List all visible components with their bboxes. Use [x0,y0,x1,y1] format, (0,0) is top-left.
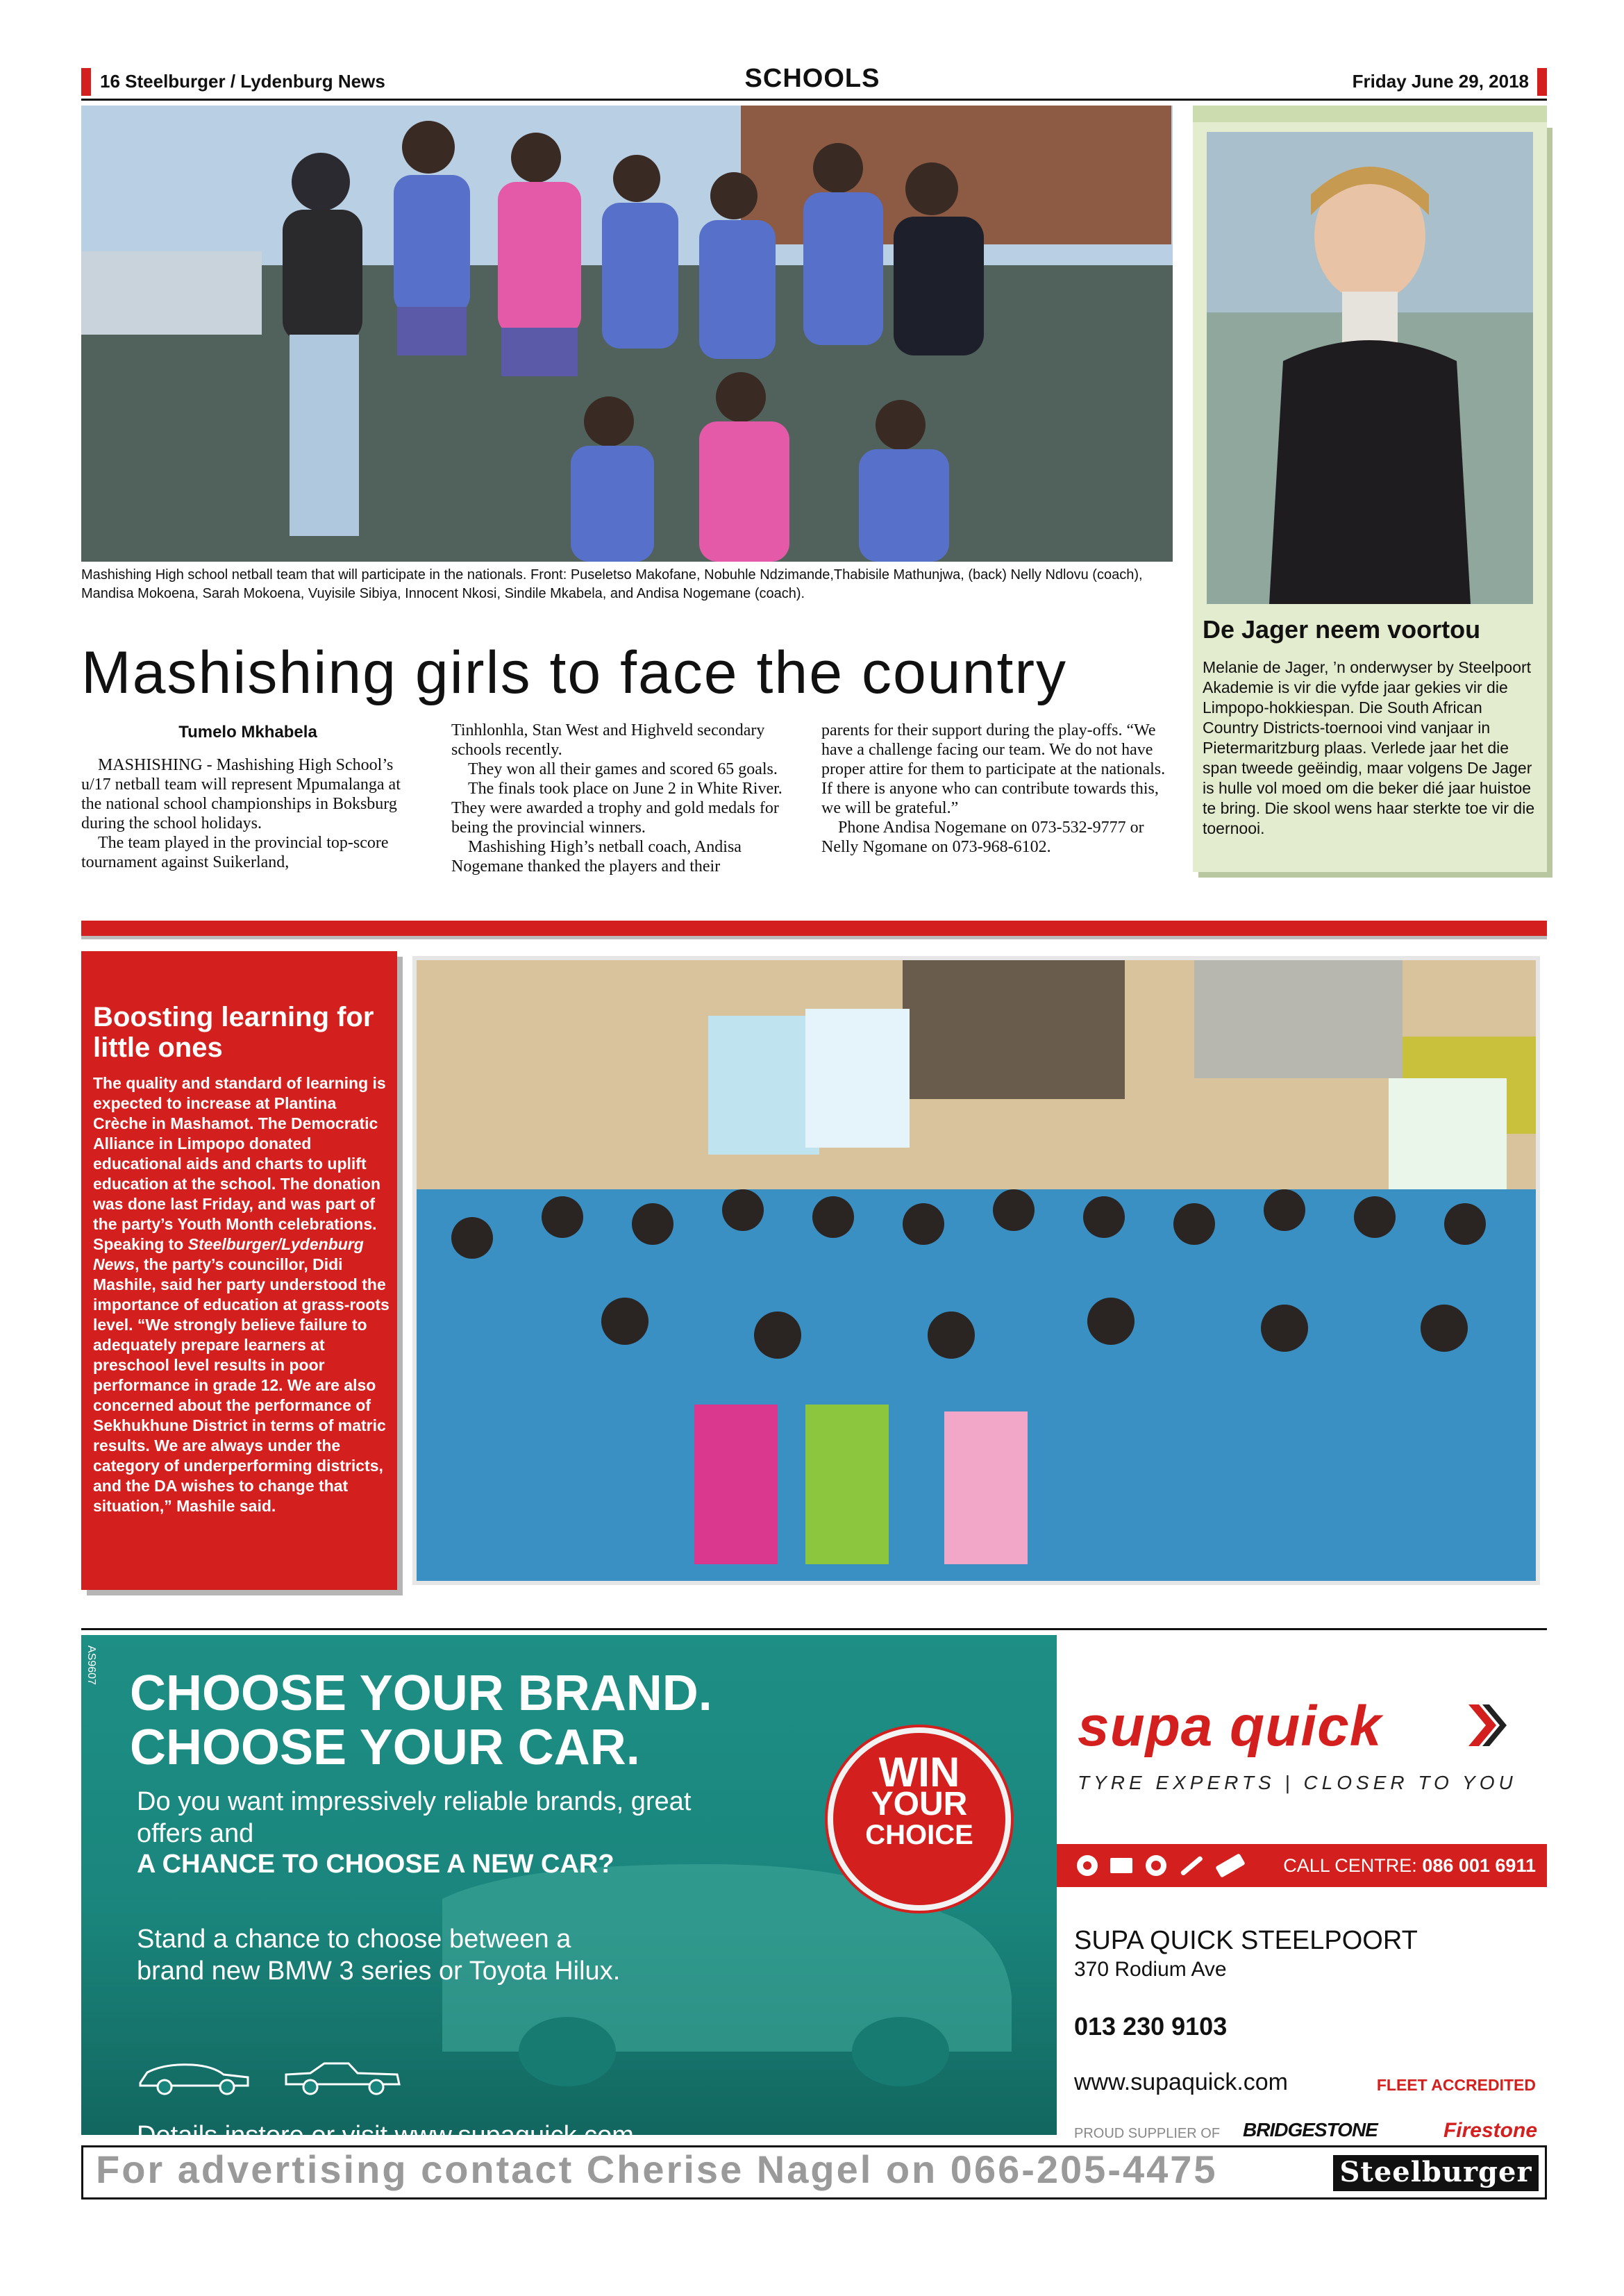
call-centre [1264,1855,1536,1877]
service-icons [1074,1852,1255,1879]
store-website: www.supaquick.com [1074,2069,1289,2095]
ad-headline-line-2: CHOOSE YOUR CAR. [130,1720,640,1775]
car-and-bakkie-icon [137,2055,415,2097]
creche-photo-illustration [417,960,1536,1581]
de-jager-portrait-photo [1207,132,1533,604]
sidebar-top-bar [1193,106,1547,122]
supa-quick-tagline: TYRE EXPERTS | CLOSER TO YOU [1078,1772,1517,1793]
ad-code: AS9607 [85,1645,97,1685]
ad-headline-line-1: CHOOSE YOUR BRAND. [130,1666,712,1721]
section-separator [81,921,1547,936]
win-text-3: CHOICE [865,1820,973,1850]
ad-chance-text: Stand a chance to choose between a brand new BMW 3 series or Toyota Hilux. [137,1925,621,1986]
netball-team-photo-illustration [81,106,1173,562]
article-paragraph: Phone Andisa Nogemane on 073-532-9777 or Nelly Ngomane on 073-968-6102. [821,819,1144,856]
ad-headline [130,1666,824,1775]
article-column-1 [81,755,415,872]
issue-date: Friday June 29, 2018 [1352,71,1529,92]
store-address: 370 Rodium Ave [1074,1958,1227,1981]
boost-story-title: Boosting learning for little ones [93,1002,374,1063]
article-byline: Tumelo Mkhabela [178,723,317,741]
proud-supplier: PROUD SUPPLIER OF [1074,2126,1221,2141]
header-accent-left [81,68,91,96]
netball-photo-caption: Mashishing High school netball team that will participate in the nationals. Front: Puseletso Makofane, Nobuhle Ndzimande,Thabisile Mathunjwa, (back) Nelly Ndlovu (coach), Mandisa Mokoena, Sarah Mokoena, Vuyisile Sibiya, Innocent Nkosi, Sindile Mkabela, and Andisa Nogemane (coach). [81,567,1143,601]
header-accent-right [1537,68,1547,96]
ad-intro: Do you want impressively reliable brands, great offers and [137,1787,692,1848]
win-your-choice-text [828,1749,1011,1851]
article-headline: Mashishing girls to face the country [81,639,1067,706]
creche-children-photo [412,956,1540,1585]
ad-top-rule [81,1628,1547,1630]
call-centre-label: CALL CENTRE: [1283,1855,1423,1876]
netball-team-photo [81,106,1173,562]
boost-text-publication: Steelburger/Lydenburg News [93,1235,364,1273]
ad-footer-text: Details instore or visit www.supaquick.com [137,2121,634,2150]
portrait-illustration [1207,132,1533,604]
page-folio: 16 Steelburger / Lydenburg News [100,71,385,92]
ad-vehicle-icons [137,2055,415,2097]
article-paragraph: Tinhlonhla, Stan West and Highveld secondary schools recently. [451,721,765,759]
ad-terms: *T’s & C’s apply. E&OE. [916,2133,1041,2146]
sidebar-text: Melanie de Jager, ’n onderwyser by Steelpoort Akademie is vir die vyfde jaar gekies vir die Limpopo-hokkiespan. Die South African Country Districts-toernooi vind vanjaar in Pietermaritzburg plaas. Verlede jaar het die span tweede geëindig, maar volgens De Jager is hulle vol moed om die beker dié jaar huistoe te bring. Die skool wens haar sterkte toe vir die toernooi. [1203,658,1535,837]
boost-text-part-b: , the party’s councillor, Didi Mashile, said her party understood the importance of education at grass-roots level. “We strongly believe failure to adequately prepare learners at preschool level results in poor performance in grade 12. We are also concerned about the performance of Sekhukhune District in terms of matric results. We are always under the category of underperforming districts, and the DA wishes to change that situation,” Mashile said. [93,1255,390,1515]
call-centre-number: 086 001 6911 [1422,1855,1536,1876]
article-paragraph: MASHISHING - Mashishing High School’s u/17 netball team will represent Mpumalanga at the national school championships in Boksburg during the school holidays. [81,756,401,832]
article-paragraph: The finals took place on June 2 in White River. They were awarded a trophy and gold medals for being the provincial winners. [451,780,782,837]
footer-advertising-contact: For advertising contact Cherise Nagel on 066-205-4475 [96,2147,1218,2191]
steelburger-logo: Steelburger [1333,2155,1539,2191]
article-paragraph: The team played in the provincial top-score tournament against Suikerland, [81,834,389,871]
firestone-logo: Firestone [1443,2119,1537,2142]
header-rule [81,99,1547,101]
article-paragraph: Mashishing High’s netball coach, Andisa Nogemane thanked the players and their [451,838,742,875]
ad-intro-bold: A CHANCE TO CHOOSE A NEW CAR? [137,1850,614,1879]
bridgestone-logo: BRIDGESTONE [1243,2119,1378,2140]
boost-story-text [93,1073,392,1516]
sidebar-title: De Jager neem voortou [1203,615,1481,644]
win-text-2: YOUR [871,1786,968,1822]
tyre-battery-icons [1074,1852,1255,1879]
store-phone: 013 230 9103 [1074,2012,1228,2041]
fleet-accredited: FLEET ACCREDITED [1376,2076,1536,2094]
win-text-1: WIN [878,1749,960,1795]
article-paragraph: They won all their games and scored 65 goals. [468,760,778,778]
store-name: SUPA QUICK STEELPOORT [1074,1926,1418,1955]
supa-quick-chevron-icon [1465,1701,1507,1750]
boost-text-part-a: The quality and standard of learning is expected to increase at Plantina Crèche in Mashamot. The Democratic Alliance in Limpopo donated educational aids and charts to uplift education at the school. The donation was done last Friday, and was part of the party’s Youth Month celebrations. Speaking to [93,1074,386,1253]
supa-quick-logo: supa quick [1078,1695,1382,1758]
article-column-3 [821,721,1169,857]
article-column-2 [451,721,785,876]
section-title: SCHOOLS [744,64,880,93]
article-paragraph: parents for their support during the play-offs. “We have a challenge facing our team. We do not have proper attire for them to participate at the nationals. If there is anyone who can contribute towards this, we will be grateful.” [821,721,1166,817]
